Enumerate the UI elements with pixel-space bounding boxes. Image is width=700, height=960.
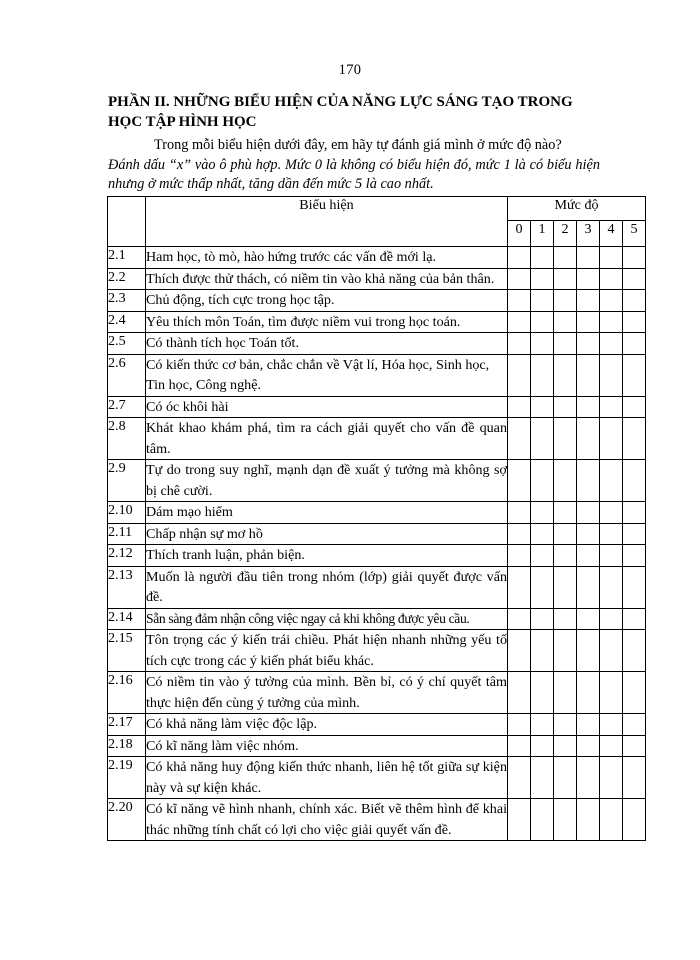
rating-cell-level-1[interactable] [531,523,554,545]
rating-cell-level-3[interactable] [577,799,600,841]
row-item-text: Có niềm tin vào ý tưởng của mình. Bền bỉ, có ý chí quyết tâm thực hiện đến cùng ý tưởng của mình. [146,672,508,714]
rating-cell-level-5[interactable] [623,608,646,630]
table-row [108,460,646,502]
row-item-text: Có kiến thức cơ bản, chắc chắn về Vật lí, Hóa học, Sinh học, Tin học, Công nghệ. [146,354,508,396]
table-row [108,290,646,312]
rating-cell-level-0[interactable] [508,714,531,736]
column-header-level-5: 5 [623,221,646,247]
row-item-text: Chủ động, tích cực trong học tập. [146,290,508,312]
rating-cell-level-4[interactable] [600,672,623,714]
rating-cell-level-5[interactable] [623,311,646,333]
rating-cell-level-5[interactable] [623,290,646,312]
row-id: 2.17 [108,714,146,736]
rating-cell-level-2[interactable] [554,735,577,757]
column-header-level-2: 2 [554,221,577,247]
page-title: PHẦN II. NHỮNG BIỂU HIỆN CỦA NĂNG LỰC SÁNG TẠO TRONG HỌC TẬP HÌNH HỌC [108,94,573,130]
rating-cell-level-0[interactable] [508,268,531,290]
rating-cell-level-5[interactable] [623,502,646,524]
rating-cell-level-0[interactable] [508,757,531,799]
rating-cell-level-5[interactable] [623,714,646,736]
page-number: 170 [338,62,362,78]
rating-cell-level-0[interactable] [508,396,531,418]
rating-cell-level-4[interactable] [600,545,623,567]
rating-cell-level-0[interactable] [508,311,531,333]
rating-cell-level-1[interactable] [531,714,554,736]
rating-cell-level-4[interactable] [600,333,623,355]
row-id: 2.4 [108,311,146,333]
intro-paragraph: Trong mỗi biểu hiện dưới đây, em hãy tự đánh giá mình ở mức độ nào? [154,137,562,153]
rating-cell-level-4[interactable] [600,354,623,396]
rating-cell-level-4[interactable] [600,247,623,269]
rating-cell-level-4[interactable] [600,757,623,799]
column-header-level-group: Mức độ [508,197,646,221]
rating-cell-level-3[interactable] [577,714,600,736]
rating-cell-level-2[interactable] [554,333,577,355]
rating-cell-level-5[interactable] [623,672,646,714]
rating-cell-level-3[interactable] [577,735,600,757]
rating-cell-level-2[interactable] [554,502,577,524]
row-item-text: Yêu thích môn Toán, tìm được niềm vui trong học toán. [146,311,508,333]
table-row [108,247,646,269]
row-item-text: Muốn là người đầu tiên trong nhóm (lớp) giải quyết được vấn đề. [146,566,508,608]
rating-cell-level-0[interactable] [508,502,531,524]
rating-cell-level-2[interactable] [554,247,577,269]
rating-cell-level-2[interactable] [554,311,577,333]
rating-cell-level-1[interactable] [531,630,554,672]
rating-cell-level-0[interactable] [508,290,531,312]
rating-cell-level-2[interactable] [554,566,577,608]
table-row [108,523,646,545]
row-item-text: Có óc khôi hài [146,396,508,418]
rating-cell-level-5[interactable] [623,247,646,269]
rating-cell-level-4[interactable] [600,290,623,312]
rating-cell-level-2[interactable] [554,608,577,630]
column-header-level-0: 0 [508,221,531,247]
table-row [108,396,646,418]
rating-cell-level-3[interactable] [577,630,600,672]
rating-cell-level-1[interactable] [531,268,554,290]
rating-cell-level-5[interactable] [623,523,646,545]
rating-cell-level-0[interactable] [508,460,531,502]
row-item-text: Có kĩ năng làm việc nhóm. [146,735,508,757]
rating-cell-level-5[interactable] [623,799,646,841]
table-row [108,311,646,333]
rating-cell-level-5[interactable] [623,333,646,355]
table-row [108,757,646,799]
rating-cell-level-4[interactable] [600,311,623,333]
table-row [108,714,646,736]
rating-cell-level-1[interactable] [531,672,554,714]
row-id: 2.13 [108,566,146,608]
column-header-level-3: 3 [577,221,600,247]
rating-cell-level-3[interactable] [577,545,600,567]
rating-cell-level-4[interactable] [600,735,623,757]
row-item-text: Sẵn sàng đảm nhận công việc ngay cả khi không được yêu cầu. [146,608,508,630]
rating-cell-level-0[interactable] [508,608,531,630]
rating-cell-level-2[interactable] [554,714,577,736]
rating-cell-level-3[interactable] [577,354,600,396]
rating-cell-level-3[interactable] [577,672,600,714]
rating-cell-level-0[interactable] [508,566,531,608]
row-id: 2.3 [108,290,146,312]
rating-cell-level-0[interactable] [508,735,531,757]
row-id: 2.18 [108,735,146,757]
row-item-text: Chấp nhận sự mơ hồ [146,523,508,545]
rating-cell-level-5[interactable] [623,396,646,418]
rating-cell-level-2[interactable] [554,268,577,290]
table-row [108,545,646,567]
column-header-level-1: 1 [531,221,554,247]
row-id: 2.19 [108,757,146,799]
rating-cell-level-2[interactable] [554,630,577,672]
table-row [108,354,646,396]
table-row [108,566,646,608]
row-id: 2.14 [108,608,146,630]
row-id: 2.6 [108,354,146,396]
table-row [108,799,646,841]
row-id: 2.7 [108,396,146,418]
rating-cell-level-4[interactable] [600,566,623,608]
table-row [108,333,646,355]
column-header-id [108,197,146,247]
rating-cell-level-0[interactable] [508,354,531,396]
row-id: 2.10 [108,502,146,524]
table-row [108,268,646,290]
table-row [108,630,646,672]
table-row [108,608,646,630]
rating-cell-level-0[interactable] [508,523,531,545]
rating-cell-level-3[interactable] [577,757,600,799]
row-id: 2.11 [108,523,146,545]
rating-cell-level-1[interactable] [531,545,554,567]
rating-cell-level-5[interactable] [623,460,646,502]
rating-cell-level-4[interactable] [600,502,623,524]
rating-cell-level-4[interactable] [600,608,623,630]
row-item-text: Tôn trọng các ý kiến trái chiều. Phát hiện nhanh những yếu tố tích cực trong các ý kiến phát biểu khác. [146,630,508,672]
rating-cell-level-3[interactable] [577,396,600,418]
rating-cell-level-0[interactable] [508,333,531,355]
rating-cell-level-5[interactable] [623,268,646,290]
column-header-level-4: 4 [600,221,623,247]
intro-instruction-italic: Đánh dấu “x” vào ô phù hợp. Mức 0 là không có biểu hiện đó, mức 1 là có biểu hiện nhưng ở mức thấp nhất, tăng dần đến mức 5 là cao nhất. [108,156,600,193]
row-id: 2.12 [108,545,146,567]
survey-table [107,196,646,841]
rating-cell-level-4[interactable] [600,460,623,502]
rating-cell-level-3[interactable] [577,523,600,545]
row-item-text: Khát khao khám phá, tìm ra cách giải quyết cho vấn đề quan tâm. [146,418,508,460]
rating-cell-level-0[interactable] [508,630,531,672]
rating-cell-level-4[interactable] [600,268,623,290]
row-id: 2.8 [108,418,146,460]
rating-cell-level-3[interactable] [577,268,600,290]
rating-cell-level-5[interactable] [623,418,646,460]
row-item-text: Có thành tích học Toán tốt. [146,333,508,355]
rating-cell-level-2[interactable] [554,799,577,841]
rating-cell-level-5[interactable] [623,757,646,799]
row-item-text: Có khả năng huy động kiến thức nhanh, liên hệ tốt giữa sự kiện này và sự kiện khác. [146,757,508,799]
table-row [108,418,646,460]
rating-cell-level-1[interactable] [531,290,554,312]
survey-table-head [108,197,646,247]
row-id: 2.2 [108,268,146,290]
rating-cell-level-2[interactable] [554,396,577,418]
table-row [108,735,646,757]
row-item-text: Ham học, tò mò, hào hứng trước các vấn đề mới lạ. [146,247,508,269]
row-item-text: Thích tranh luận, phản biện. [146,545,508,567]
rating-cell-level-1[interactable] [531,566,554,608]
rating-cell-level-1[interactable] [531,608,554,630]
rating-cell-level-0[interactable] [508,247,531,269]
rating-cell-level-2[interactable] [554,523,577,545]
rating-cell-level-3[interactable] [577,333,600,355]
table-row [108,502,646,524]
rating-cell-level-1[interactable] [531,333,554,355]
rating-cell-level-1[interactable] [531,502,554,524]
rating-cell-level-2[interactable] [554,354,577,396]
row-id: 2.5 [108,333,146,355]
rating-cell-level-1[interactable] [531,247,554,269]
rating-cell-level-0[interactable] [508,672,531,714]
row-item-text: Có kĩ năng vẽ hình nhanh, chính xác. Biết vẽ thêm hình để khai thác những tính chất có lợi cho việc giải quyết vấn đề. [146,799,508,841]
row-id: 2.9 [108,460,146,502]
table-header-row-top [108,197,646,221]
rating-cell-level-3[interactable] [577,502,600,524]
rating-cell-level-3[interactable] [577,460,600,502]
rating-cell-level-2[interactable] [554,418,577,460]
rating-cell-level-1[interactable] [531,311,554,333]
rating-cell-level-4[interactable] [600,418,623,460]
row-id: 2.16 [108,672,146,714]
row-id: 2.15 [108,630,146,672]
rating-cell-level-0[interactable] [508,799,531,841]
rating-cell-level-1[interactable] [531,735,554,757]
rating-cell-level-1[interactable] [531,354,554,396]
table-row [108,672,646,714]
row-item-text: Tự do trong suy nghĩ, mạnh dạn đề xuất ý tưởng mà không sợ bị chê cười. [146,460,508,502]
rating-cell-level-4[interactable] [600,523,623,545]
rating-cell-level-3[interactable] [577,290,600,312]
rating-cell-level-4[interactable] [600,630,623,672]
rating-cell-level-2[interactable] [554,757,577,799]
rating-cell-level-2[interactable] [554,290,577,312]
rating-cell-level-5[interactable] [623,545,646,567]
rating-cell-level-2[interactable] [554,545,577,567]
rating-cell-level-5[interactable] [623,566,646,608]
rating-cell-level-5[interactable] [623,630,646,672]
rating-cell-level-1[interactable] [531,418,554,460]
row-item-text: Thích được thử thách, có niềm tin vào khả năng của bản thân. [146,268,508,290]
row-item-text: Dám mạo hiểm [146,502,508,524]
survey-table-body [108,247,646,841]
rating-cell-level-0[interactable] [508,418,531,460]
rating-cell-level-3[interactable] [577,608,600,630]
rating-cell-level-1[interactable] [531,757,554,799]
rating-cell-level-1[interactable] [531,799,554,841]
rating-cell-level-1[interactable] [531,460,554,502]
rating-cell-level-3[interactable] [577,566,600,608]
rating-cell-level-2[interactable] [554,672,577,714]
row-id: 2.1 [108,247,146,269]
rating-cell-level-2[interactable] [554,460,577,502]
rating-cell-level-3[interactable] [577,418,600,460]
rating-cell-level-0[interactable] [508,545,531,567]
rating-cell-level-4[interactable] [600,396,623,418]
row-id: 2.20 [108,799,146,841]
rating-cell-level-3[interactable] [577,247,600,269]
rating-cell-level-1[interactable] [531,396,554,418]
row-item-text: Có khả năng làm việc độc lập. [146,714,508,736]
rating-cell-level-5[interactable] [623,354,646,396]
rating-cell-level-3[interactable] [577,311,600,333]
rating-cell-level-4[interactable] [600,799,623,841]
rating-cell-level-4[interactable] [600,714,623,736]
document-header-block [108,92,600,195]
column-header-item: Biểu hiện [146,197,508,247]
rating-cell-level-5[interactable] [623,735,646,757]
